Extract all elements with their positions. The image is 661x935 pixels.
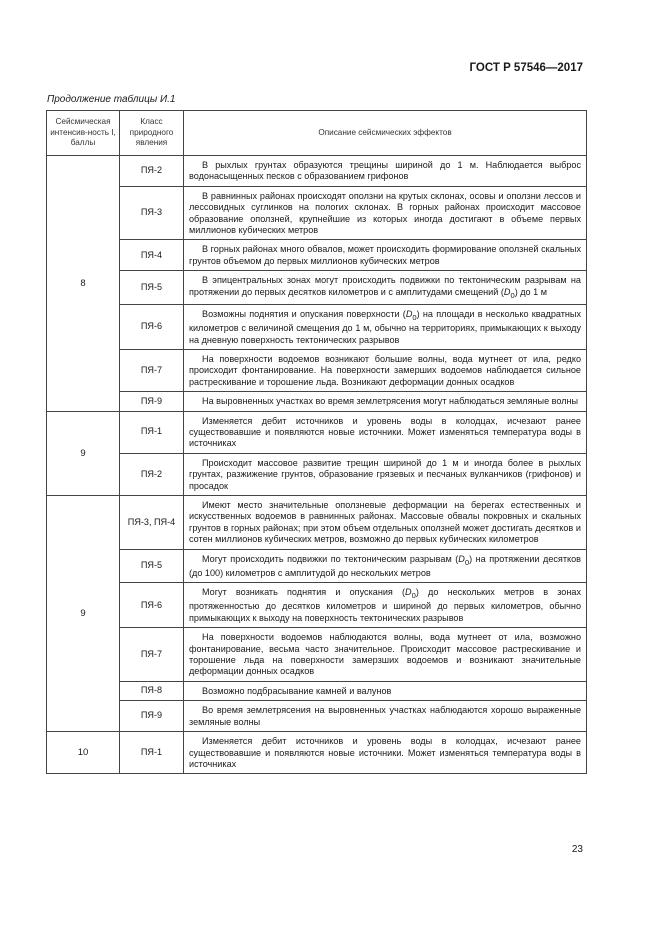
- description-cell: [184, 681, 587, 700]
- description-segment: Изменяется дебит источников и уровень воды в колодцах, исчезают ранее существовавшие и появляются новые источники. Может изменяться температура воды в источниках: [189, 736, 581, 769]
- description-segment: Возможны поднятия и опускания поверхности (: [202, 308, 406, 319]
- class-cell: ПЯ-5: [120, 271, 184, 305]
- description-segment: ) до 1 м: [514, 286, 547, 297]
- description-segment: ) на протяжении десятков (до 100) километров с амплитудой до нескольких метров: [189, 553, 581, 578]
- seismic-effects-table: [46, 110, 587, 774]
- description-cell: [184, 701, 587, 732]
- class-cell: ПЯ-1: [120, 732, 184, 774]
- description-text: [189, 396, 581, 407]
- description-text: [189, 191, 581, 237]
- table-row: [47, 549, 587, 583]
- table-row: [47, 392, 587, 411]
- description-text: [189, 160, 581, 183]
- description-segment: На выровненных участках во время землетрясения могут наблюдаться земляные волны: [202, 396, 579, 407]
- description-segment: На поверхности водоемов возникают большие волны, вода мутнеет от ила, редко происходит фонтанирование. На поверхности замерших водоемов наблюдается сильное растрескивание и торошение льда. Возникают деформации донных осадков: [189, 353, 581, 387]
- header-intensity: Сейсмическая интенсив-ность I, баллы: [47, 111, 120, 156]
- displacement-subscript: 0: [411, 591, 416, 601]
- displacement-symbol: D: [405, 308, 413, 319]
- description-text: [189, 275, 581, 301]
- table-row: [47, 495, 587, 549]
- description-text: [189, 458, 581, 492]
- table-caption: Продолжение таблицы И.1: [47, 94, 176, 105]
- header-class: Класс природного явления: [120, 111, 184, 156]
- description-text: [189, 632, 581, 678]
- description-cell: [184, 411, 587, 453]
- description-segment: В равнинных районах происходят оползни на крутых склонах, осовы и оползни лессов и лессовидных суглинков на пологих склонах. В горных районах происходит массовое образование оползней, крупнейшие из которых иногда достигают в объеме первых миллионов кубических метров: [189, 190, 581, 236]
- description-segment: ) на площади в несколько квадратных километров с величиной смещения до 1 м, обычно на территориях, примыкающих к выходу на дневную поверхность тектонических разрывов: [189, 308, 581, 345]
- class-cell: ПЯ-3, ПЯ-4: [120, 495, 184, 549]
- description-text: [189, 244, 581, 267]
- class-cell: ПЯ-9: [120, 392, 184, 411]
- class-cell: ПЯ-7: [120, 628, 184, 682]
- class-cell: ПЯ-2: [120, 453, 184, 495]
- intensity-cell: 10: [47, 732, 120, 774]
- description-cell: [184, 304, 587, 349]
- table-row: [47, 240, 587, 271]
- description-segment: Имеют место значительные оползневые деформации на берегах естественных и искусственных водоемов в равнинных районах. Массовые обвалы покровных и скальных грунтов в горных районах; при этом объем отдельных оползней может достигать десятков и сотен миллионов кубических метров, возможно до первых кубических километров: [189, 499, 581, 545]
- description-text: [189, 500, 581, 546]
- description-segment: В рыхлых грунтах образуются трещины шириной до 1 м. Наблюдается выброс водонасыщенных песков с образованием грифонов: [189, 160, 581, 182]
- displacement-symbol: D: [503, 286, 511, 297]
- displacement-symbol: D: [458, 553, 465, 564]
- header-description: Описание сейсмических эффектов: [184, 111, 587, 156]
- intensity-cell: 9: [47, 495, 120, 731]
- displacement-subscript: 0: [412, 312, 417, 322]
- description-segment: ) до нескольких метров в зонах протяженностью до десятков километров и шириной до первых километров, обычно примыкающих к выходу на поверхность тектонических разрывов: [189, 587, 581, 623]
- page-number: 23: [571, 844, 583, 855]
- table-row: [47, 186, 587, 240]
- class-cell: ПЯ-5: [120, 549, 184, 583]
- table-row: [47, 271, 587, 305]
- document-code: ГОСТ Р 57546—2017: [469, 62, 583, 74]
- description-segment: Могут происходить подвижки по тектоническим разрывам (: [202, 553, 459, 564]
- intensity-cell: 8: [47, 156, 120, 412]
- description-text: [189, 354, 581, 388]
- description-segment: Происходит массовое развитие трещин шириной до 1 м и иногда более в рыхлых грунтах, разжижение грунтов, образование грязевых и песчаных вулканчиков (грифонов) и просадок: [189, 457, 581, 491]
- description-segment: На поверхности водоемов наблюдаются волны, вода мутнеет от ила, возможно фонтанирование, весьма часто значительное. Происходит массовое растрескивание и торошение льда на поверхности замерзших водоемов и возникают значительные деформации донных осадков: [189, 632, 581, 677]
- description-segment: Могут возникать поднятия и опускания (: [202, 587, 406, 598]
- table-row: [47, 453, 587, 495]
- table-body: [47, 156, 587, 774]
- class-cell: ПЯ-9: [120, 701, 184, 732]
- description-cell: [184, 271, 587, 305]
- description-cell: [184, 392, 587, 411]
- description-segment: Во время землетрясения на выровненных участках наблюдаются хорошо выраженные земляные волны: [189, 705, 581, 727]
- displacement-symbol: D: [405, 587, 412, 598]
- table-row: [47, 349, 587, 391]
- description-text: [189, 416, 581, 450]
- description-text: [189, 309, 581, 346]
- description-cell: [184, 583, 587, 628]
- description-cell: [184, 549, 587, 583]
- class-cell: ПЯ-3: [120, 186, 184, 240]
- table-row: [47, 701, 587, 732]
- description-text: [189, 587, 581, 624]
- description-text: [189, 554, 581, 580]
- description-text: [189, 705, 581, 728]
- description-cell: [184, 495, 587, 549]
- description-cell: [184, 732, 587, 774]
- description-cell: [184, 628, 587, 682]
- class-cell: ПЯ-7: [120, 349, 184, 391]
- table-row: [47, 583, 587, 628]
- description-segment: В эпицентральных зонах могут происходить подвижки по тектоническим разрывам на протяжении до первых десятков километров и с амплитудами смещений (: [189, 275, 581, 297]
- description-cell: [184, 349, 587, 391]
- table-row: [47, 732, 587, 774]
- description-text: [189, 686, 581, 697]
- description-cell: [184, 453, 587, 495]
- description-cell: [184, 156, 587, 187]
- description-text: [189, 736, 581, 770]
- displacement-subscript: 0: [464, 557, 470, 567]
- description-segment: В горных районах много обвалов, может происходить формирование оползней скальных грунтов объемом до первых миллионов кубических метров: [189, 244, 581, 266]
- description-cell: [184, 240, 587, 271]
- table-header-row: [47, 111, 587, 156]
- class-cell: ПЯ-6: [120, 583, 184, 628]
- description-segment: Изменяется дебит источников и уровень воды в колодцах, исчезают ранее существовавшие и появляются новые источники. Может изменяться температура воды в источниках: [189, 415, 581, 449]
- table-row: [47, 628, 587, 682]
- description-cell: [184, 186, 587, 240]
- class-cell: ПЯ-6: [120, 304, 184, 349]
- table-row: [47, 411, 587, 453]
- table-row: [47, 681, 587, 700]
- table-row: [47, 156, 587, 187]
- table-row: [47, 304, 587, 349]
- class-cell: ПЯ-8: [120, 681, 184, 700]
- class-cell: ПЯ-4: [120, 240, 184, 271]
- class-cell: ПЯ-1: [120, 411, 184, 453]
- intensity-cell: 9: [47, 411, 120, 495]
- description-segment: Возможно подбрасывание камней и валунов: [202, 685, 392, 696]
- class-cell: ПЯ-2: [120, 156, 184, 187]
- displacement-subscript: 0: [510, 290, 515, 300]
